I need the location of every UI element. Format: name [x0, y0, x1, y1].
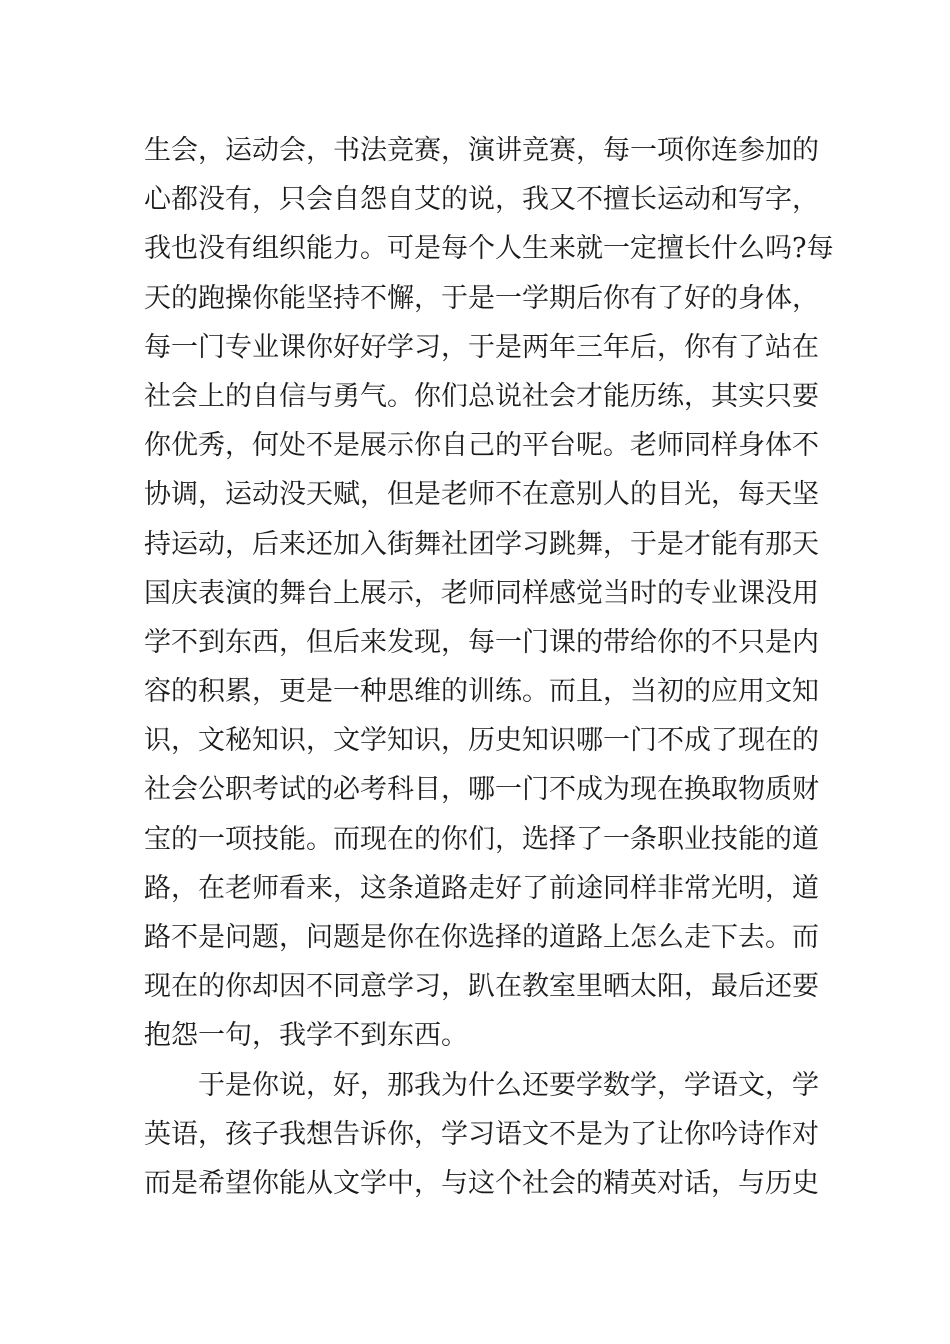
text-line: 抱怨一句，我学不到东西。 [144, 1020, 468, 1052]
text-line: 社会上的自信与勇气。你们总说社会才能历练，其实只要 [144, 380, 819, 412]
text-line: 持运动，后来还加入街舞社团学习跳舞，于是才能有那天 [144, 528, 819, 560]
text-line: 现在的你却因不同意学习，趴在教室里晒太阳，最后还要 [144, 971, 819, 1003]
text-line: 路不是问题，问题是你在你选择的道路上怎么走下去。而 [144, 922, 819, 953]
text-line: 我也没有组织能力。可是每个人生来就一定擅长什么吗?每 [144, 233, 834, 265]
text-line: 生会，运动会，书法竞赛，演讲竞赛，每一项你连参加的 [144, 135, 819, 166]
text-line: 心都没有，只会自怨自艾的说，我又不擅长运动和写字， [144, 184, 819, 216]
text-line: 每一门专业课你好好学习，于是两年三年后，你有了站在 [144, 331, 819, 363]
text-line: 天的跑操你能坚持不懈，于是一学期后你有了好的身体， [144, 282, 819, 314]
text-line: 而是希望你能从文学中，与这个社会的精英对话，与历史 [144, 1167, 819, 1199]
text-line: 英语，孩子我想告诉你，学习语文不是为了让你吟诗作对 [144, 1118, 819, 1150]
text-line: 宝的一项技能。而现在的你们，选择了一条职业技能的道 [144, 823, 819, 855]
text-line: 你优秀，何处不是展示你自己的平台呢。老师同样身体不 [144, 430, 819, 462]
text-line: 于是你说，好，那我为什么还要学数学，学语文，学 [198, 1069, 819, 1101]
text-line: 国庆表演的舞台上展示，老师同样感觉当时的专业课没用 [144, 577, 819, 609]
text-line: 识，文秘知识，文学知识，历史知识哪一门不成了现在的 [144, 725, 819, 757]
text-line: 学不到东西，但后来发现，每一门课的带给你的不只是内 [144, 626, 819, 658]
text-line: 容的积累，更是一种思维的训练。而且，当初的应用文知 [144, 676, 819, 708]
text-line: 社会公职考试的必考科目，哪一门不成为现在换取物质财 [144, 774, 819, 806]
document-text [144, 126, 834, 1208]
text-line: 协调，运动没天赋，但是老师不在意别人的目光，每天坚 [144, 479, 819, 511]
text-line: 路，在老师看来，这条道路走好了前途同样非常光明，道 [144, 872, 819, 904]
